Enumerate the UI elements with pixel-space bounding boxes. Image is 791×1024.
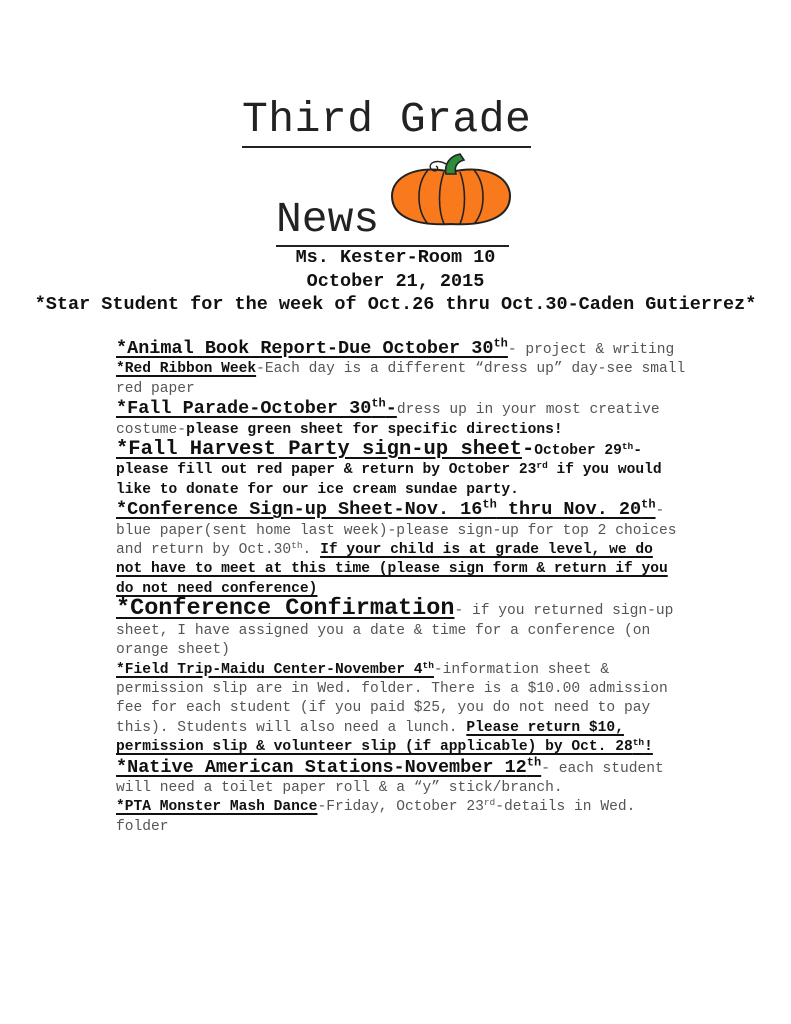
conference-heading: *Conference Sign-up Sheet-Nov. 16 xyxy=(116,499,483,521)
fieldtrip-bold: Please return $10, permission slip & volunteer slip (if applicable) by Oct. 28 xyxy=(116,719,633,756)
item-animal-book-report: *Animal Book Report-Due October 30th- project & writing xyxy=(116,336,675,359)
item-native-american-stations: *Native American Stations-November 12th- each student will need a toilet paper roll & a “y” stick/branch. xyxy=(116,754,664,796)
native-heading: *Native American Stations-November 12 xyxy=(116,756,527,778)
animal-text: - project & writing xyxy=(507,342,675,358)
newsletter-title: Third Grade xyxy=(242,96,531,148)
fieldtrip-heading: *Field Trip-Maidu Center-November 4 xyxy=(116,661,423,678)
announcements xyxy=(116,336,686,837)
harvest-heading: *Fall Harvest Party sign-up sheet xyxy=(116,438,522,462)
item-fall-harvest-party: *Fall Harvest Party sign-up sheet-October 29th-please fill out red paper & return by October 23rd if you would like to donate for our ice cream sundae party. xyxy=(116,438,662,498)
teacher-room: Ms. Kester-Room 10 xyxy=(295,247,496,268)
newsletter-date: October 21, 2015 xyxy=(306,271,485,292)
parade-text: dress up in your most creative costume- xyxy=(116,402,660,438)
item-pta-dance: *PTA Monster Mash Dance-Friday, October 23rd-details in Wed. folder xyxy=(116,797,636,835)
confirmation-heading: *Conference Confirmation xyxy=(116,595,455,623)
item-red-ribbon-week xyxy=(116,360,686,399)
fieldtrip-text: -information sheet & permission slip are in Wed. folder. There is a $10.00 admission fee for each student (if you paid $25, you do not need to pay this). Students will also need a lunch. xyxy=(116,661,668,736)
parade-heading: *Fall Parade-October 30 xyxy=(116,398,372,420)
item-conference-signup: *Conference Sign-up Sheet-Nov. 16th thru Nov. 20th-blue paper(sent home last week)-please sign-up for top 2 choices and return by Oct.30th. If your child is at grade level, we do not have to meet at this time (please sign form & return if you do not need conference) xyxy=(116,497,677,597)
item-field-trip: *Field Trip-Maidu Center-November 4th-information sheet & permission slip are in Wed. folder. There is a $10.00 admission fee for each student (if you paid $25, you do not need to pay this). Students will also need a lunch. Please return $10, permission slip & volunteer slip (if applicable) by Oct. 28th! xyxy=(116,659,668,756)
native-text: - each student will need a toilet paper roll & a “y” stick/branch. xyxy=(116,760,664,796)
animal-heading: *Animal Book Report-Due October 30 xyxy=(116,338,494,359)
item-conference-confirmation xyxy=(116,595,686,660)
newsletter-subtitle: News xyxy=(276,196,509,247)
pta-heading: *PTA Monster Mash Dance xyxy=(116,799,318,816)
conference-text: -blue paper(sent home last week)-please sign-up for top 2 choices and return by Oct.30 xyxy=(116,503,677,559)
ribbon-heading: *Red Ribbon Week xyxy=(116,361,257,378)
parade-bold: please green sheet for specific directions! xyxy=(186,421,563,438)
conference-bold: If your child is at grade level, we do not have to meet at this time (please sign form & return if you do not need conference) xyxy=(116,542,668,597)
pta-text: -Friday, October 23 xyxy=(317,799,484,816)
item-fall-parade: *Fall Parade-October 30th-dress up in your most creative costume-please green sheet for specific directions! xyxy=(116,396,660,438)
ribbon-text: -Each day is a different “dress up” day-see small red paper xyxy=(116,361,686,397)
confirmation-text: - if you returned sign-up sheet, I have assigned you a date & time for a conference (on orange sheet) xyxy=(116,603,674,659)
star-student: *Star Student for the week of Oct.26 thru Oct.30-Caden Gutierrez* xyxy=(34,294,757,315)
